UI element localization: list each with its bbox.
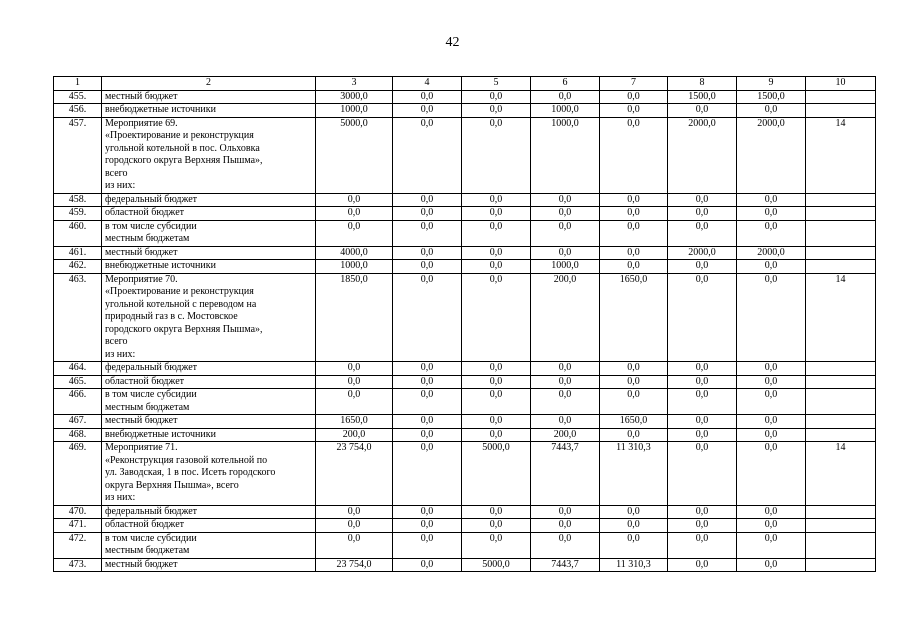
table-row: [54, 193, 876, 207]
value-cell-col-10: [806, 505, 876, 519]
value-cell-col-10: [806, 104, 876, 118]
value-cell-col-3: 0,0: [316, 532, 393, 558]
description-line: округа Верхняя Пышма», всего: [105, 479, 239, 491]
description-cell: [102, 246, 316, 260]
value-cell-col-6: 0,0: [531, 246, 600, 260]
value-cell-col-7: 0,0: [600, 207, 668, 221]
row-number-cell: 462.: [54, 260, 102, 274]
row-number-cell: 458.: [54, 193, 102, 207]
description-cell: [102, 415, 316, 429]
value-cell-col-6: 0,0: [531, 375, 600, 389]
header-cell: 4: [393, 77, 462, 91]
description-line: из них:: [105, 180, 136, 191]
description-line: федеральный бюджет: [105, 362, 198, 373]
row-number-cell: 469.: [54, 442, 102, 506]
value-cell-col-8: 0,0: [668, 428, 737, 442]
description-line: городского округа Верхняя Пышма»,: [105, 155, 263, 166]
value-cell-col-8: 0,0: [668, 362, 737, 376]
header-cell: 5: [462, 77, 531, 91]
description-cell: [102, 519, 316, 533]
value-cell-col-9: 0,0: [737, 220, 806, 246]
header-cell: 9: [737, 77, 806, 91]
value-cell-col-4: 0,0: [393, 428, 462, 442]
value-cell-col-4: 0,0: [393, 505, 462, 519]
description-line: Мероприятие 71.: [105, 442, 178, 453]
value-cell-col-9: 0,0: [737, 207, 806, 221]
value-cell-col-7: 0,0: [600, 428, 668, 442]
value-cell-col-5: 5000,0: [462, 558, 531, 572]
value-cell-col-6: 0,0: [531, 519, 600, 533]
description-line: всего: [105, 336, 128, 347]
value-cell-col-9: 0,0: [737, 442, 806, 506]
value-cell-col-7: 11 310,3: [600, 558, 668, 572]
value-cell-col-6: 1000,0: [531, 260, 600, 274]
value-cell-col-6: 0,0: [531, 415, 600, 429]
value-cell-col-5: 0,0: [462, 519, 531, 533]
value-cell-col-5: 0,0: [462, 246, 531, 260]
description-cell: [102, 442, 316, 506]
row-number-cell: 461.: [54, 246, 102, 260]
value-cell-col-6: 0,0: [531, 220, 600, 246]
value-cell-col-8: 0,0: [668, 260, 737, 274]
value-cell-col-6: 1000,0: [531, 117, 600, 193]
table-body: [54, 77, 876, 572]
value-cell-col-4: 0,0: [393, 389, 462, 415]
table-row: [54, 442, 876, 506]
value-cell-col-8: 0,0: [668, 389, 737, 415]
value-cell-col-4: 0,0: [393, 220, 462, 246]
row-number-cell: 456.: [54, 104, 102, 118]
value-cell-col-8: 0,0: [668, 442, 737, 506]
row-number-cell: 470.: [54, 505, 102, 519]
description-line: «Проектирование и реконструкция: [105, 130, 254, 141]
value-cell-col-8: 0,0: [668, 505, 737, 519]
value-cell-col-10: [806, 519, 876, 533]
description-line: областной бюджет: [105, 207, 185, 218]
value-cell-col-8: 2000,0: [668, 246, 737, 260]
value-cell-col-6: 0,0: [531, 389, 600, 415]
row-number-cell: 466.: [54, 389, 102, 415]
description-cell: [102, 428, 316, 442]
value-cell-col-7: 1650,0: [600, 415, 668, 429]
value-cell-col-3: 0,0: [316, 220, 393, 246]
value-cell-col-7: 0,0: [600, 389, 668, 415]
value-cell-col-6: 0,0: [531, 532, 600, 558]
value-cell-col-3: 0,0: [316, 193, 393, 207]
description-cell: [102, 389, 316, 415]
description-line: природный газ в с. Мостовское: [105, 311, 238, 322]
table-row: [54, 104, 876, 118]
value-cell-col-5: 0,0: [462, 117, 531, 193]
value-cell-col-3: 0,0: [316, 362, 393, 376]
value-cell-col-8: 0,0: [668, 558, 737, 572]
description-line: «Проектирование и реконструкция: [105, 286, 254, 297]
row-number-cell: 455.: [54, 90, 102, 104]
value-cell-col-9: 0,0: [737, 104, 806, 118]
value-cell-col-9: 0,0: [737, 260, 806, 274]
description-line: местный бюджет: [105, 246, 178, 258]
description-line: в том числе субсидии: [105, 220, 197, 232]
value-cell-col-6: 7443,7: [531, 558, 600, 572]
value-cell-col-5: 0,0: [462, 273, 531, 362]
description-line: угольной котельной с переводом на: [105, 298, 257, 310]
description-line: местный бюджет: [105, 558, 178, 570]
value-cell-col-7: 0,0: [600, 362, 668, 376]
description-line: городского округа Верхняя Пышма»,: [105, 323, 263, 335]
value-cell-col-3: 1000,0: [316, 104, 393, 118]
value-cell-col-10: [806, 193, 876, 207]
description-line: федеральный бюджет: [105, 193, 198, 205]
value-cell-col-8: 0,0: [668, 273, 737, 362]
value-cell-col-5: 0,0: [462, 532, 531, 558]
value-cell-col-6: 200,0: [531, 273, 600, 362]
value-cell-col-3: 0,0: [316, 389, 393, 415]
value-cell-col-8: 0,0: [668, 220, 737, 246]
row-number-cell: 465.: [54, 375, 102, 389]
value-cell-col-3: 3000,0: [316, 90, 393, 104]
description-cell: [102, 375, 316, 389]
table-row: [54, 90, 876, 104]
page-number: 42: [445, 35, 460, 50]
description-cell: [102, 558, 316, 572]
value-cell-col-5: 0,0: [462, 193, 531, 207]
header-cell: 6: [531, 77, 600, 91]
value-cell-col-6: 0,0: [531, 90, 600, 104]
value-cell-col-4: 0,0: [393, 362, 462, 376]
description-cell: [102, 273, 316, 362]
description-line: Мероприятие 69.: [105, 117, 178, 129]
value-cell-col-7: 0,0: [600, 246, 668, 260]
description-cell: [102, 532, 316, 558]
value-cell-col-4: 0,0: [393, 415, 462, 429]
value-cell-col-9: 0,0: [737, 389, 806, 415]
value-cell-col-4: 0,0: [393, 375, 462, 389]
table-row: [54, 558, 876, 572]
value-cell-col-8: 0,0: [668, 104, 737, 118]
value-cell-col-9: 0,0: [737, 505, 806, 519]
value-cell-col-6: 200,0: [531, 428, 600, 442]
description-line: федеральный бюджет: [105, 505, 198, 517]
description-line: местным бюджетам: [105, 233, 190, 244]
value-cell-col-10: [806, 428, 876, 442]
value-cell-col-3: 0,0: [316, 519, 393, 533]
value-cell-col-7: 0,0: [600, 505, 668, 519]
table-row: [54, 505, 876, 519]
value-cell-col-6: 0,0: [531, 505, 600, 519]
row-number-cell: 463.: [54, 273, 102, 362]
value-cell-col-6: 0,0: [531, 362, 600, 376]
value-cell-col-4: 0,0: [393, 558, 462, 572]
value-cell-col-7: 0,0: [600, 519, 668, 533]
description-line: всего: [105, 167, 128, 179]
value-cell-col-4: 0,0: [393, 532, 462, 558]
value-cell-col-9: 0,0: [737, 375, 806, 389]
value-cell-col-4: 0,0: [393, 442, 462, 506]
description-cell: [102, 260, 316, 274]
table-row: [54, 532, 876, 558]
value-cell-col-10: 14: [806, 273, 876, 362]
value-cell-col-10: [806, 220, 876, 246]
value-cell-col-10: [806, 90, 876, 104]
description-cell: [102, 207, 316, 221]
value-cell-col-10: [806, 362, 876, 376]
value-cell-col-8: 1500,0: [668, 90, 737, 104]
table-row: [54, 415, 876, 429]
value-cell-col-5: 0,0: [462, 260, 531, 274]
description-line: из них:: [105, 492, 136, 503]
description-cell: [102, 362, 316, 376]
header-cell: 10: [806, 77, 876, 91]
row-number-cell: 468.: [54, 428, 102, 442]
description-line: областной бюджет: [105, 375, 185, 387]
value-cell-col-5: 0,0: [462, 428, 531, 442]
value-cell-col-7: 0,0: [600, 375, 668, 389]
value-cell-col-4: 0,0: [393, 117, 462, 193]
table-row: [54, 220, 876, 246]
header-cell: 8: [668, 77, 737, 91]
value-cell-col-7: 0,0: [600, 90, 668, 104]
row-number-cell: 473.: [54, 558, 102, 572]
table-row: [54, 246, 876, 260]
description-cell: [102, 505, 316, 519]
value-cell-col-5: 0,0: [462, 505, 531, 519]
description-cell: [102, 220, 316, 246]
table-row: [54, 389, 876, 415]
description-cell: [102, 104, 316, 118]
table-row: [54, 207, 876, 221]
description-line: ул. Заводская, 1 в пос. Исеть городского: [105, 467, 276, 478]
value-cell-col-5: 0,0: [462, 220, 531, 246]
value-cell-col-10: [806, 389, 876, 415]
header-cell: 3: [316, 77, 393, 91]
value-cell-col-4: 0,0: [393, 193, 462, 207]
value-cell-col-9: 0,0: [737, 558, 806, 572]
row-number-cell: 467.: [54, 415, 102, 429]
value-cell-col-7: 0,0: [600, 532, 668, 558]
header-cell: 2: [102, 77, 316, 91]
value-cell-col-8: 0,0: [668, 532, 737, 558]
value-cell-col-5: 0,0: [462, 90, 531, 104]
description-line: из них:: [105, 348, 136, 360]
value-cell-col-10: 14: [806, 442, 876, 506]
value-cell-col-9: 0,0: [737, 362, 806, 376]
description-line: областной бюджет: [105, 519, 185, 530]
table-row: [54, 117, 876, 193]
value-cell-col-3: 200,0: [316, 428, 393, 442]
description-line: местный бюджет: [105, 415, 178, 426]
value-cell-col-5: 0,0: [462, 207, 531, 221]
value-cell-col-10: [806, 375, 876, 389]
value-cell-col-4: 0,0: [393, 273, 462, 362]
description-cell: [102, 193, 316, 207]
value-cell-col-8: 0,0: [668, 193, 737, 207]
description-line: угольной котельной в пос. Ольховка: [105, 142, 260, 154]
value-cell-col-9: 0,0: [737, 415, 806, 429]
value-cell-col-7: 11 310,3: [600, 442, 668, 506]
value-cell-col-9: 0,0: [737, 532, 806, 558]
value-cell-col-3: 1850,0: [316, 273, 393, 362]
value-cell-col-4: 0,0: [393, 207, 462, 221]
value-cell-col-9: 0,0: [737, 428, 806, 442]
description-line: внебюджетные источники: [105, 104, 216, 115]
description-line: в том числе субсидии: [105, 532, 197, 544]
value-cell-col-4: 0,0: [393, 519, 462, 533]
row-number-cell: 457.: [54, 117, 102, 193]
value-cell-col-8: 0,0: [668, 207, 737, 221]
value-cell-col-10: [806, 558, 876, 572]
description-line: внебюджетные источники: [105, 260, 216, 271]
value-cell-col-10: [806, 415, 876, 429]
value-cell-col-9: 0,0: [737, 193, 806, 207]
description-line: местным бюджетам: [105, 401, 190, 413]
value-cell-col-8: 0,0: [668, 415, 737, 429]
value-cell-col-5: 0,0: [462, 104, 531, 118]
value-cell-col-3: 4000,0: [316, 246, 393, 260]
value-cell-col-7: 0,0: [600, 220, 668, 246]
header-cell: 1: [54, 77, 102, 91]
table-header-row: [54, 77, 876, 91]
value-cell-col-5: 0,0: [462, 375, 531, 389]
value-cell-col-3: 5000,0: [316, 117, 393, 193]
value-cell-col-5: 5000,0: [462, 442, 531, 506]
table-row: [54, 273, 876, 362]
table-row: [54, 428, 876, 442]
description-line: местным бюджетам: [105, 545, 190, 556]
row-number-cell: 460.: [54, 220, 102, 246]
budget-table: [53, 76, 876, 572]
value-cell-col-3: 23 754,0: [316, 442, 393, 506]
value-cell-col-5: 0,0: [462, 389, 531, 415]
value-cell-col-7: 0,0: [600, 260, 668, 274]
value-cell-col-3: 1000,0: [316, 260, 393, 274]
value-cell-col-7: 0,0: [600, 193, 668, 207]
table-row: [54, 375, 876, 389]
value-cell-col-10: [806, 207, 876, 221]
value-cell-col-9: 1500,0: [737, 90, 806, 104]
value-cell-col-6: 0,0: [531, 207, 600, 221]
description-line: «Реконструкция газовой котельной по: [105, 454, 268, 466]
row-number-cell: 472.: [54, 532, 102, 558]
header-cell: 7: [600, 77, 668, 91]
value-cell-col-8: 2000,0: [668, 117, 737, 193]
value-cell-col-6: 0,0: [531, 193, 600, 207]
value-cell-col-9: 2000,0: [737, 246, 806, 260]
row-number-cell: 471.: [54, 519, 102, 533]
table-row: [54, 519, 876, 533]
value-cell-col-3: 1650,0: [316, 415, 393, 429]
value-cell-col-7: 0,0: [600, 117, 668, 193]
value-cell-col-3: 23 754,0: [316, 558, 393, 572]
value-cell-col-6: 1000,0: [531, 104, 600, 118]
value-cell-col-3: 0,0: [316, 505, 393, 519]
value-cell-col-9: 0,0: [737, 273, 806, 362]
value-cell-col-3: 0,0: [316, 375, 393, 389]
value-cell-col-8: 0,0: [668, 519, 737, 533]
value-cell-col-4: 0,0: [393, 90, 462, 104]
value-cell-col-9: 0,0: [737, 519, 806, 533]
description-cell: [102, 117, 316, 193]
value-cell-col-10: [806, 260, 876, 274]
value-cell-col-3: 0,0: [316, 207, 393, 221]
value-cell-col-7: 1650,0: [600, 273, 668, 362]
description-line: внебюджетные источники: [105, 428, 216, 440]
value-cell-col-10: 14: [806, 117, 876, 193]
description-line: в том числе субсидии: [105, 389, 197, 400]
value-cell-col-5: 0,0: [462, 415, 531, 429]
value-cell-col-7: 0,0: [600, 104, 668, 118]
value-cell-col-9: 2000,0: [737, 117, 806, 193]
value-cell-col-10: [806, 246, 876, 260]
value-cell-col-4: 0,0: [393, 104, 462, 118]
description-cell: [102, 90, 316, 104]
row-number-cell: 464.: [54, 362, 102, 376]
value-cell-col-4: 0,0: [393, 246, 462, 260]
value-cell-col-5: 0,0: [462, 362, 531, 376]
row-number-cell: 459.: [54, 207, 102, 221]
description-line: Мероприятие 70.: [105, 273, 178, 285]
value-cell-col-10: [806, 532, 876, 558]
table-row: [54, 362, 876, 376]
description-line: местный бюджет: [105, 90, 178, 102]
value-cell-col-6: 7443,7: [531, 442, 600, 506]
table-row: [54, 260, 876, 274]
value-cell-col-8: 0,0: [668, 375, 737, 389]
value-cell-col-4: 0,0: [393, 260, 462, 274]
